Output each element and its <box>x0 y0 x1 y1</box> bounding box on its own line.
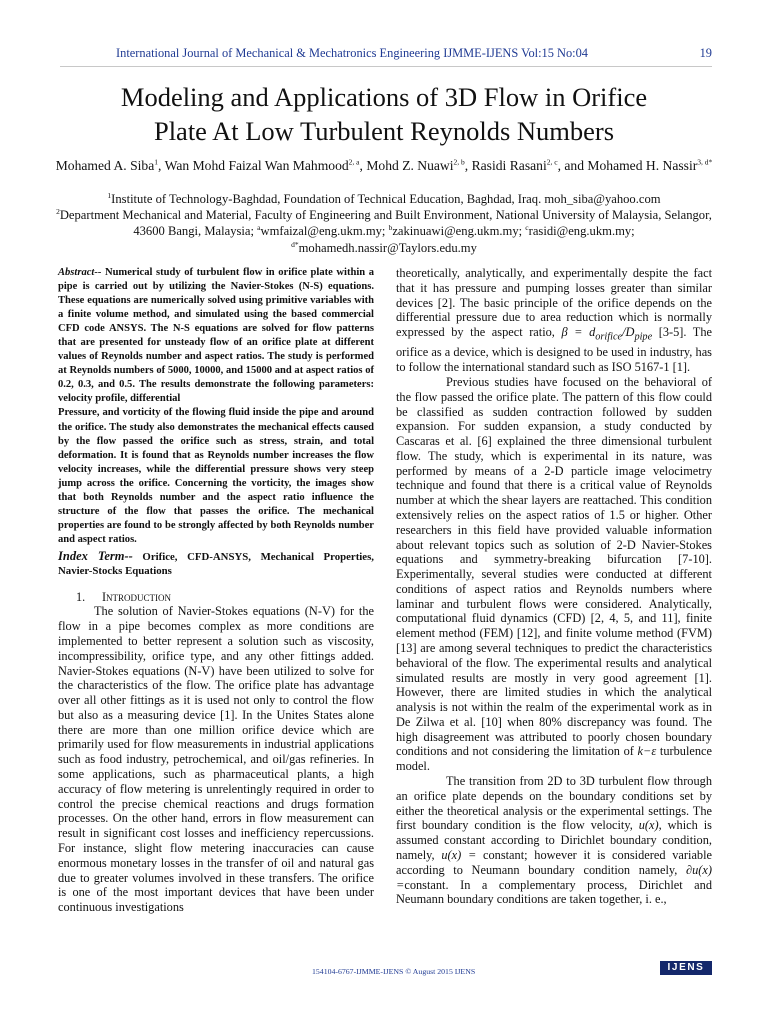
email-mark: c <box>525 223 529 233</box>
affiliation-text: Institute of Technology-Baghdad, Foundation of Technical Education, Baghdad, Iraq. moh_siba@yahoo.com <box>111 192 661 206</box>
email-address: rasidi@eng.ukm.my; <box>528 224 635 239</box>
body-paragraph <box>396 774 712 907</box>
author-name: Mohd Z. Nuawi <box>366 158 454 173</box>
affiliation-1 <box>50 191 718 207</box>
formula-subscript: orifice <box>595 331 623 343</box>
abstract <box>58 266 374 547</box>
email-address: zakinuawi@eng.ukm.my; <box>392 224 523 239</box>
author-name: Mohamed A. Siba <box>55 158 155 173</box>
affiliations <box>50 191 718 256</box>
right-column <box>396 266 712 907</box>
affil-mark: 1 <box>107 190 112 200</box>
section-heading <box>76 590 374 605</box>
body-text: Previous studies have focused on the behavioral of the flow passed the orifice plate. The pattern of this flow could be classified as sudden contraction followed by sudden expansion. For sudden expansion, a study conducted by Cascaras et al. [6] explained the three dimensional turbulent flow. The study, which is experimental in its nature, was performed by means of a 2-D particle image velocimetry technique and found that there is a critical value of Reynolds number at which the shear layers are reattached. This condition extensively relies on the aspect ratios of 1.5 or higher. Other researchers in this field have provided valuable information about relevant topics such as solution of 2-D Navier-Stokes equations and symmetry-breaking bifurcation [7-10]. Experimentally, several studies were conducted at different conditions of aspect ratios and Reynolds numbers where laminar and turbulent flows were considered. Analytically, computational fluid dynamics (CFD) [2, 4, 5, and 11], finite element method (FEM) [12], and finite volume method (FVM) [13] are among several techniques to predict the characteristics behavioral of the flow. The experimental results and analytical simulated results are mostly in very good agreement [1]. However, there are limited studies in which the analytical analysis is not within the realm of the experimental work as in De Zilwa et al. [10] when 80% discrepancy was found. The high disagreement was attributed to poorly chosen boundary conditions and not considering the limitation of <box>396 374 712 759</box>
body-paragraph <box>396 266 712 375</box>
title-line-1: Modeling and Applications of 3D Flow in Orifice <box>120 82 648 112</box>
author-affil-mark: 2, b <box>453 157 465 167</box>
header-rule <box>60 66 712 67</box>
running-header <box>60 46 712 64</box>
index-terms <box>58 549 374 578</box>
math-formula: ∂u(x) = <box>396 862 712 892</box>
formula-part: /D <box>622 325 635 340</box>
author-name: Rasidi Rasani <box>471 158 547 173</box>
email-address: mohamedh.nassir@Taylors.edu.my <box>298 240 477 255</box>
email-mark: d* <box>291 239 299 249</box>
email-address: wmfaizal@eng.ukm.my; <box>260 224 386 239</box>
title-line-2: Plate At Low Turbulent Reynolds Numbers <box>153 116 615 146</box>
author-list: Mohamed A. Siba$^1$, Wan Mohd Faizal Wan Mahmood$^{2, a}$, Mohd Z. Nuawi$^{2, b}$, Rasidi Rasani$^{2, c}$, and Mohamed H. Nassir$^{3, d*}$ <box>55 157 713 173</box>
abstract-label: Abstract-- <box>58 267 102 278</box>
paper-title <box>40 80 728 148</box>
journal-header: International Journal of Mechanical & Mechatronics Engineering IJMME-IJENS Vol:15 No:04 <box>116 46 589 60</box>
formula-part: β = d <box>561 325 596 340</box>
page-number: 19 <box>699 46 712 60</box>
author-affil-mark: 2, a <box>348 157 360 167</box>
index-terms-text: Orifice, CFD-ANSYS, Mechanical Properties, Navier-Stocks Equations <box>58 550 374 577</box>
footer-copyright: 154104-6767-IJMME-IJENS © August 2015 IJENS <box>312 967 476 976</box>
section-title: Introduction <box>102 589 172 604</box>
math-formula: u(x) <box>638 818 659 833</box>
math-formula: k−ε <box>637 744 657 759</box>
abstract-text-2: Pressure, and vorticity of the flowing fluid inside the pipe and around the orifice. The study also demonstrates the mechanical effects caused by the flow passed the orifice such as stress, strain, and total deformation. It is found that as Reynolds number increases the flow velocity increases, while the differential pressure shows very steep jump across the orifice. Concerning the vorticity, the images show that both Reynolds number and the aspect ratio influence the structure of the flow that passes the orifice. The mechanical properties are found to be strongly affected by both Reynolds number and aspect ratios. <box>58 407 374 545</box>
page-footer <box>0 962 768 982</box>
section-number: 1. <box>76 589 86 604</box>
body-text: , which is assumed constant according to Dirichlet boundary condition, namely, <box>396 818 712 862</box>
left-column <box>58 266 374 915</box>
formula-subscript: pipe <box>634 331 653 343</box>
body-text: constant. In a complementary process, Dirichlet and Neumann boundary conditions are taken together, i. e., <box>396 877 712 907</box>
author-affil-mark: 2, c <box>546 157 558 167</box>
index-terms-label: Index Term-- <box>58 548 133 563</box>
math-formula: u(x) = <box>441 847 477 862</box>
author-affil-mark: 3, d* <box>697 157 713 167</box>
body-paragraph <box>396 375 712 774</box>
author-name: and Mohamed H. Nassir <box>564 158 698 173</box>
ijens-logo: IJENS <box>660 961 712 975</box>
math-formula <box>561 325 653 343</box>
author-name: Wan Mohd Faizal Wan Mahmood <box>164 158 349 173</box>
body-text: constant; however it is considered variable according to Neumann boundary condition namely, <box>396 847 713 877</box>
body-text: turbulence model. <box>396 744 712 774</box>
affil-mark: 2 <box>56 207 60 217</box>
body-text: theoretically, analytically, and experimentally despite the fact that it has pressure and pumping losses greater than similar devices [2]. The basic principle of the orifice depends on the differential pressure due to area reduction which is normally expressed by the aspect ratio, <box>396 266 712 340</box>
email-mark: b <box>388 223 393 233</box>
body-text: [3-5]. The orifice as a device, which is designed to be used in industry, has to follow the international standard such as ISO 5167-1 [1]. <box>396 325 712 375</box>
email-mark: a <box>257 223 261 233</box>
author-affil-mark: 1 <box>154 157 159 167</box>
affiliation-2 <box>50 207 718 239</box>
body-text: The transition from 2D to 3D turbulent flow through an orifice plate depends on the boundary conditions set by either the theoretical analysis or the experimental settings. The first boundary condition is the flow velocity, <box>396 774 712 833</box>
affiliation-3 <box>50 240 718 256</box>
abstract-text: Numerical study of turbulent flow in orifice plate within a pipe is carried out by utilizing the Navier-Stokes (N-S) equations. These equations are numerically solved using primitive variables with a finite volume method, and simulated using the based commercial CFD code ANSYS. The N-S equations are solved for flow patterns that are presented for unsteady flow of an orifice plate at different values of Reynolds number and aspect ratios. The study is performed at Reynolds numbers of 5000, 10000, and 15000 and at aspect ratios of 0.2, 0.3, and 0.5. The results demonstrate the following parameters: velocity profile, differential <box>58 267 374 405</box>
body-paragraph: The solution of Navier-Stokes equations (N-V) for the flow in a pipe becomes complex as more conditions are implemented to better represent a solution such as viscosity, incompressibility, orifice type, and any other fittings added. Navier-Stokes equations (N-V) have been utilized to solve for the characteristics of the flow. The orifice plate has advantage over all other fittings as it is used not only to control the flow but also as a measuring device [1]. In the Unites States alone there are more than one million orifice device which are primarily used for flow measurements in industrial applications such as food industry, petrochemical, and oil/gas refineries. In some applications, such as pharmaceutical plants, a high accuracy of flow metering is unrelentingly required in order to control the precise chemical reactions and drugs formation processes. On the other hand, errors in flow measurement can result in significant cost losses and inefficiency repercussions. For instance, slight flow metering inaccuracies can cause enormous monetary losses in the transfer of oil and natural gas due to greater volumes involved in these transfers. The orifice is one of the most important devices that have been under continuous investigations <box>58 604 374 915</box>
affiliation-text: Department Mechanical and Material, Faculty of Engineering and Built Environment, National University of Malaysia, Selangor, 43600 Bangi, Malaysia; <box>59 208 712 239</box>
